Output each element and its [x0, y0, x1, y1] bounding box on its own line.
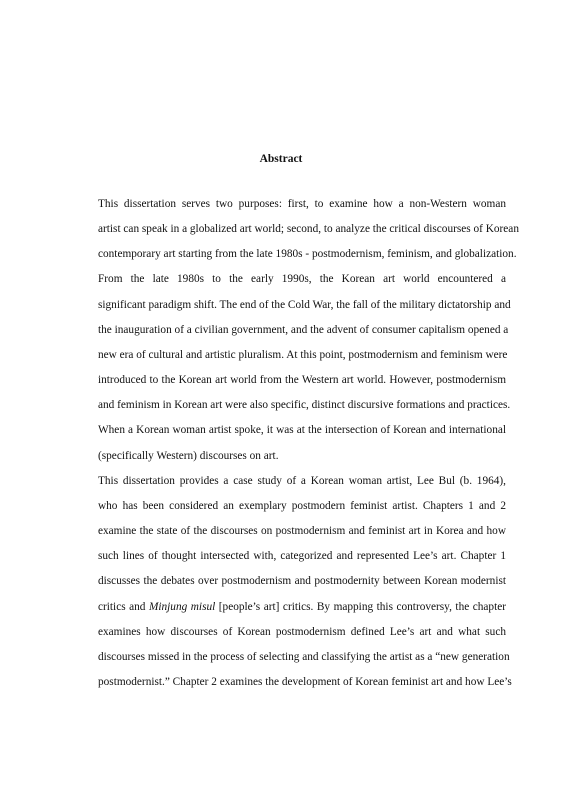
text-line: discusses the debates over postmodernism and postmodernity between Korean modernist: [98, 575, 506, 588]
text-line: examine the state of the discourses on postmodernism and feminist art in Korea and how: [98, 525, 506, 538]
text-segment: [people’s art] critics. By mapping this controversy, the chapter: [215, 600, 506, 613]
paragraph-3: [60, 469, 512, 695]
paragraph-1: [60, 192, 519, 267]
text-line: significant paradigm shift. The end of the Cold War, the fall of the military dictatorship and: [98, 298, 511, 311]
text-line: who has been considered an exemplary postmodern feminist artist. Chapters 1 and 2: [98, 499, 506, 512]
text-line: (specifically Western) discourses on art.: [98, 449, 279, 462]
text-line: From the late 1980s to the early 1990s, the Korean art world encountered a: [98, 273, 506, 286]
text-line: This dissertation serves two purposes: first, to examine how a non-Western woman: [98, 198, 506, 210]
text-line: postmodernist.” Chapter 2 examines the development of Korean feminist art and how Lee’s: [98, 675, 512, 688]
paragraph-2: [60, 267, 511, 468]
text-line: introduced to the Korean art world from the Western art world. However, postmodernism: [98, 374, 506, 387]
italic-term: Minjung misul: [148, 600, 216, 613]
text-line-mixed: [60, 595, 506, 620]
text-line: When a Korean woman artist spoke, it was at the intersection of Korean and international: [98, 424, 506, 437]
text-line: and feminism in Korean art were also specific, distinct discursive formations and practices.: [98, 399, 511, 412]
text-line: examines how discourses of Korean postmodernism defined Lee’s art and what such: [98, 625, 506, 638]
text-line: the inauguration of a civilian government, and the advent of consumer capitalism opened a: [98, 323, 509, 336]
text-line: such lines of thought intersected with, categorized and represented Lee’s art. Chapter 1: [98, 550, 506, 563]
text-line: discourses missed in the process of selecting and classifying the artist as a “new generation: [98, 650, 510, 663]
text-line: new era of cultural and artistic pluralism. At this point, postmodernism and feminism were: [98, 348, 508, 361]
text-segment: critics and: [98, 600, 149, 613]
text-line: artist can speak in a globalized art world; second, to analyze the critical discourses of Korean: [98, 223, 519, 236]
text-line: This dissertation provides a case study of a Korean woman artist, Lee Bul (b. 1964),: [98, 474, 506, 487]
text-line: contemporary art starting from the late 1980s - postmodernism, feminism, and globalization.: [98, 248, 517, 261]
abstract-title: Abstract: [259, 153, 303, 165]
abstract-body: [60, 192, 519, 695]
